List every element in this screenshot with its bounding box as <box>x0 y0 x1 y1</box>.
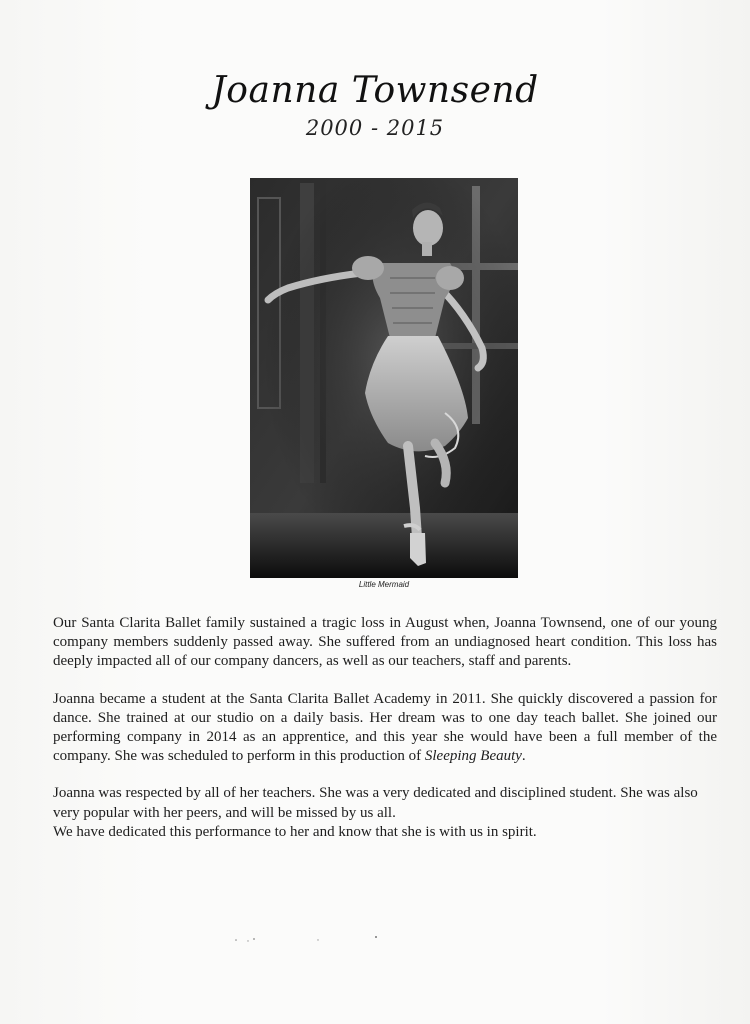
memorial-body <box>53 614 717 842</box>
paragraph-tribute-line1: Joanna was respected by all of her teachers. She was a very dedicated and disciplined student. She was also very popular with her peers, and will be missed by us all. <box>53 785 698 821</box>
paragraph-history-text: Joanna became a student at the Santa Clarita Ballet Academy in 2011. She quickly discovered a passion for dance. She trained at our studio on a daily basis. Her dream was to one day teach ballet. She joined our performing company in 2014 as an apprentice, and this year she would have been a full member of the company. She was scheduled to perform in this production of <box>53 690 717 765</box>
production-title: Sleeping Beauty <box>424 748 522 765</box>
photo-caption: Little Mermaid <box>358 580 410 589</box>
paragraph-history-end: . <box>521 748 526 765</box>
ballet-photo <box>250 178 518 578</box>
paragraph-tribute-line2: We have dedicated this performance to her and know that she is with us in spirit. <box>53 823 537 840</box>
paragraph-history <box>53 690 717 767</box>
paragraph-loss: Our Santa Clarita Ballet family sustained a tragic loss in August when, Joanna Townsend, one of our young company members suddenly passed away. She suffered from an undiagnosed heart condition. This loss has deeply impacted all of our company dancers, as well as our teachers, staff and parents. <box>53 615 717 670</box>
paper-specks <box>230 932 390 944</box>
ballerina-image <box>250 178 518 578</box>
paragraph-tribute <box>53 784 717 842</box>
memorial-name: Joanna Townsend <box>211 70 539 111</box>
memorial-years: 2000 - 2015 <box>305 116 445 140</box>
